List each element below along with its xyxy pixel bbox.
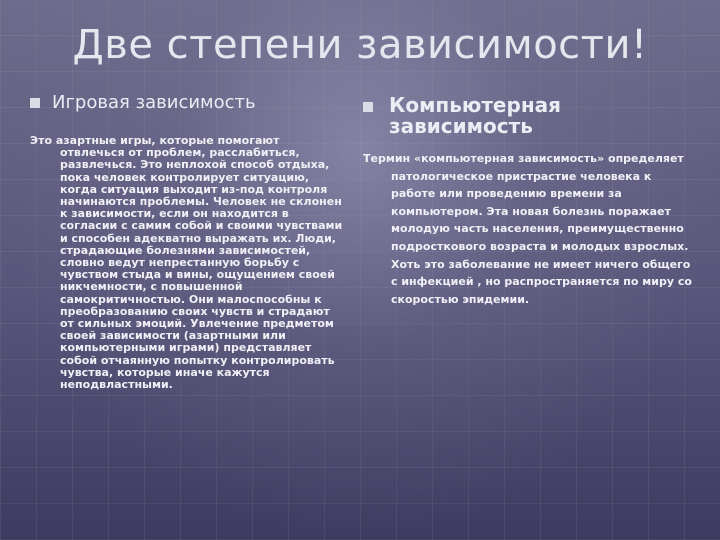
left-column (30, 92, 346, 391)
square-bullet-icon (363, 102, 373, 112)
left-body-text: Это азартные игры, которые помогают отвлечься от проблем, расслабиться, развлечься. Это неплохой способ отдыха, пока человек контролирует ситуацию, когда ситуация выходит из-под контроля начинаются проблемы. Человек не склонен к зависимости, если он находится в согласии с самим собой и своими чувствами и способен адекватно выражать их. Люди, страдающие болезнями зависимостей, словно ведут непрестанную борьбу с чувством стыда и вины, ощущением своей никчемности, с повышенной самокритичностью. Они малоспособны к преобразованию своих чувств и страдают от сильных эмоций. Увлечение предметом своей зависимости (азартными или компьютерными играми) представляет собой отчаянную попытку контролировать чувства, которые иначе кажутся неподвластными. (30, 134, 343, 392)
right-body (363, 150, 693, 308)
left-heading (30, 92, 346, 113)
right-heading (363, 95, 693, 137)
right-body-text: Термин «компьютерная зависимость» определяет патологическое пристрастие человека к работе или проведению времени за компьютером. Эта новая болезнь поражает молодую часть населения, преимущественно подросткового возраста и молодых взрослых. Хоть это заболевание не имеет ничего общего с инфекцией , но распространяется по миру со скоростью эпидемии. (363, 152, 692, 306)
square-bullet-icon (30, 98, 40, 108)
right-column (363, 95, 693, 308)
right-heading-text: Компьютерная зависимость (389, 93, 561, 138)
slide-title: Две степени зависимости! (72, 22, 648, 68)
left-heading-text: Игровая зависимость (52, 92, 256, 113)
left-body (30, 135, 346, 391)
